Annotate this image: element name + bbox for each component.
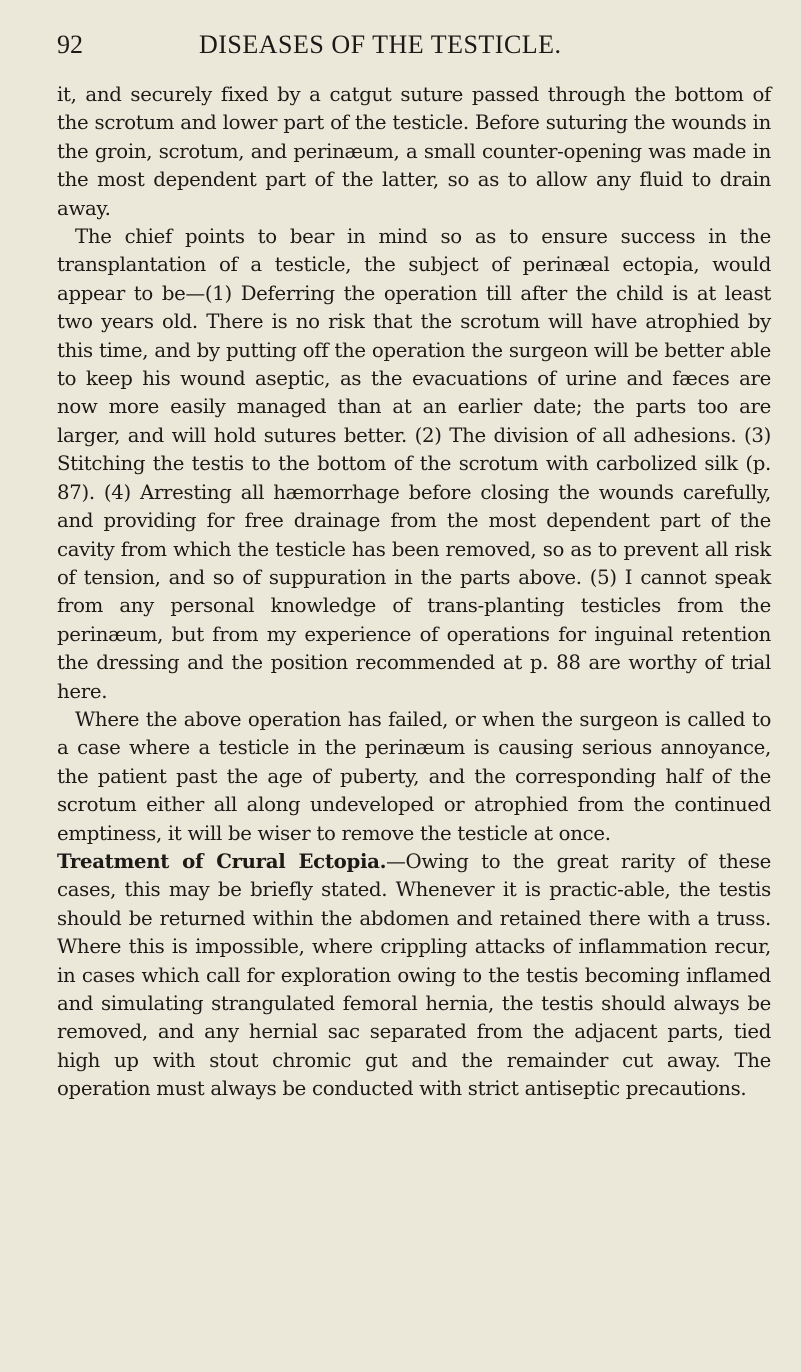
paragraph-text: it, and securely fixed by a catgut suture passed through the bottom of the scrotum and lower part of the testicle. Before suturing the wounds in the groin, scrotum, and perinæum, a small counter-opening was made in the most dependent part of the latter, so as to allow any fluid to drain away. [57, 83, 771, 220]
paragraph-transplantation-points [57, 223, 771, 706]
section-heading: Treatment of Crural Ectopia. [57, 849, 387, 873]
running-head [57, 30, 757, 60]
paragraph-failed-operation [57, 706, 771, 848]
paragraph-text: The chief points to bear in mind so as to ensure success in the transplantation of a testicle, the subject of perinæal ectopia, would appear to be—(1) Deferring the operation till after the child is at least two years old. There is no risk that the scrotum will have atrophied by this time, and by putting off the operation the surgeon will be better able to keep his wound aseptic, as the evacuations of urine and fæces are now more easily managed than at an earlier date; the parts too are larger, and will hold sutures better. (2) The division of all adhesions. (3) Stitching the testis to the bottom of the scrotum with carbolized silk (p. 87). (4) Arresting all hæmorrhage before closing the wounds carefully, and providing for free drainage from the most dependent part of the cavity from which the testicle has been removed, so as to prevent all risk of tension, and so of suppuration in the parts above. (5) I cannot speak from any personal knowledge of trans-planting testicles from the perinæum, but from my experience of operations for inguinal retention the dressing and the position recommended at p. 88 are worthy of trial here. [57, 225, 771, 703]
running-title: DISEASES OF THE TESTICLE. [199, 30, 562, 59]
body-text [57, 81, 771, 1104]
paragraph-suture-continuation [57, 81, 771, 223]
paragraph-crural-ectopia [57, 848, 771, 1104]
paragraph-text: —Owing to the great rarity of these cases, this may be briefly stated. Whenever it is practic-able, the testis should be returned within the abdomen and retained there with a truss. Where this is impossible, where crippling attacks of inflammation recur, in cases which call for exploration owing to the testis becoming inflamed and simulating strangulated femoral hernia, the testis should always be removed, and any hernial sac separated from the adjacent parts, tied high up with stout chromic gut and the remainder cut away. The operation must always be conducted with strict antiseptic precautions. [57, 849, 771, 1101]
page-number: 92 [57, 30, 83, 59]
paragraph-text: Where the above operation has failed, or when the surgeon is called to a case where a testicle in the perinæum is causing serious annoyance, the patient past the age of puberty, and the corresponding half of the scrotum either all along undeveloped or atrophied from the continued emptiness, it will be wiser to remove the testicle at once. [57, 707, 771, 845]
